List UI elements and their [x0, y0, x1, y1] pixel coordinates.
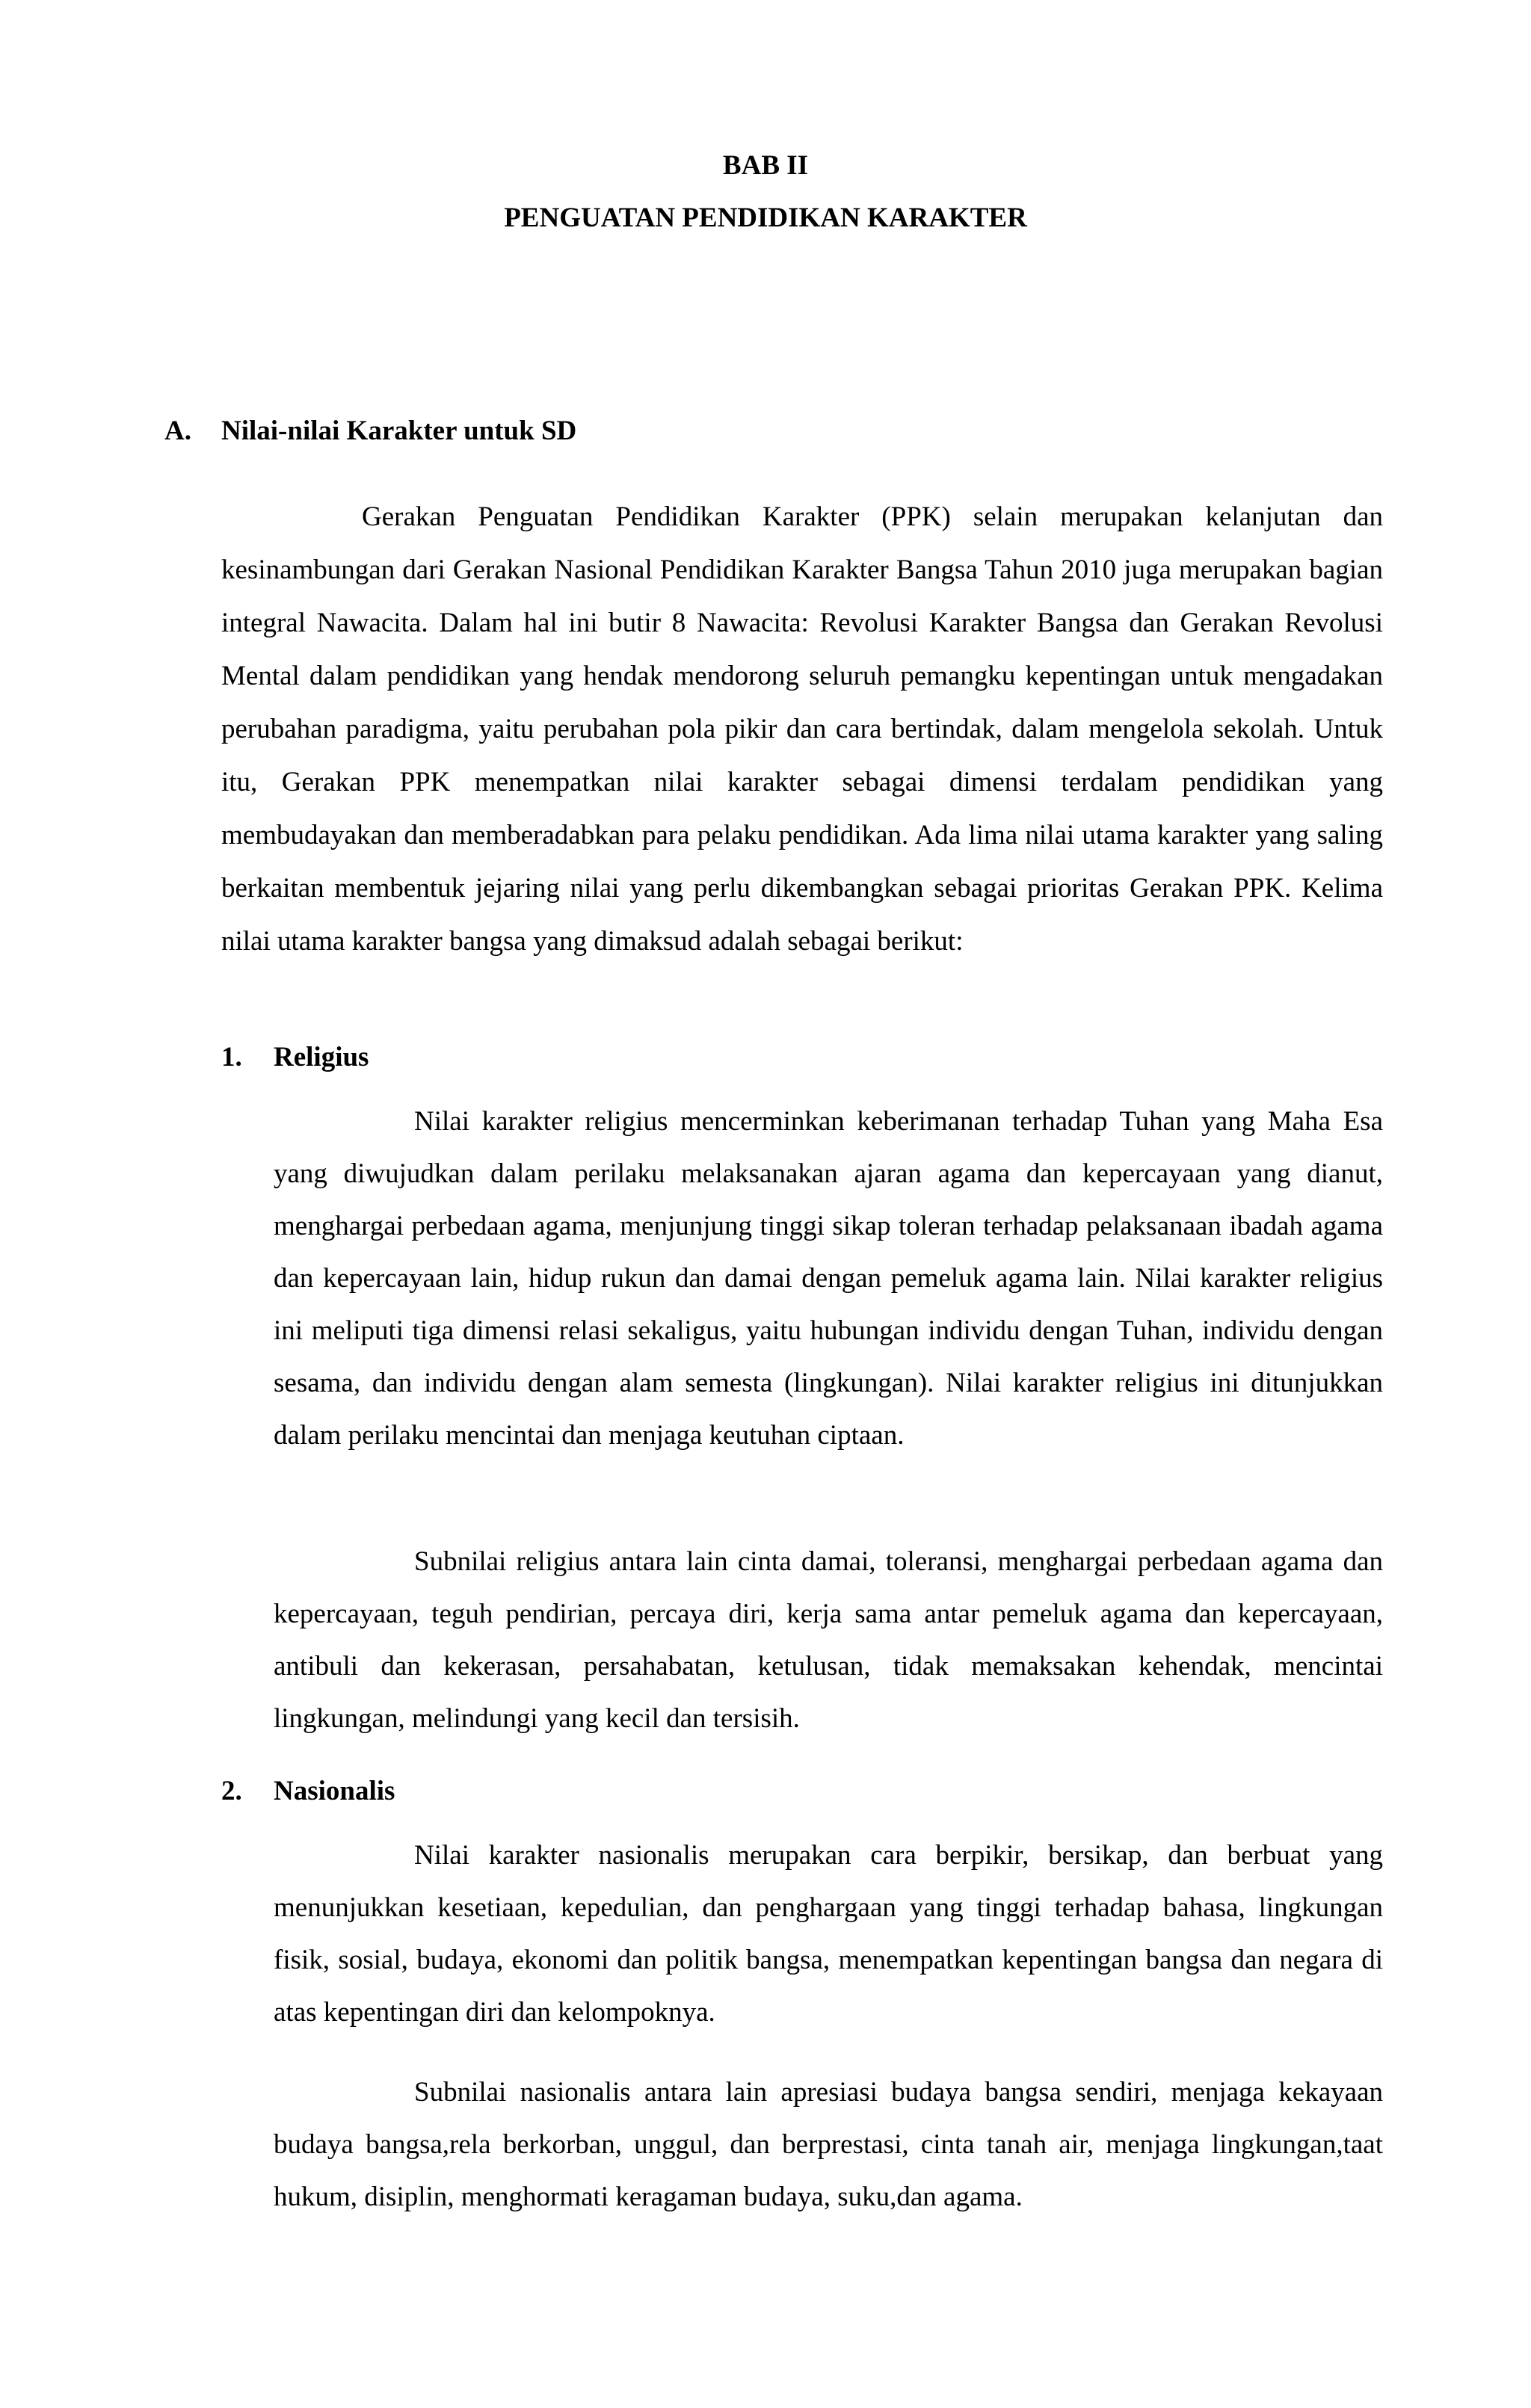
- value-number: 2.: [221, 1776, 242, 1806]
- religius-paragraph: Nilai karakter religius mencerminkan keberimanan terhadap Tuhan yang Maha Esa yang diwujudkan dalam perilaku melaksanakan ajaran agama dan kepercayaan yang dianut, menghargai perbedaan agama, menjunjung tinggi sikap toleran terhadap pelaksanaan ibadah agama dan kepercayaan lain, hidup rukun dan damai dengan pemeluk agama lain. Nilai karakter religius ini meliputi tiga dimensi relasi sekaligus, yaitu hubungan individu dengan Tuhan, individu dengan sesama, dan individu dengan alam semesta (lingkungan). Nilai karakter religius ini ditunjukkan dalam perilaku mencintai dan menjaga keutuhan ciptaan.: [274, 1106, 1383, 1451]
- section-letter: A.: [164, 416, 191, 446]
- value-number: 1.: [221, 1042, 242, 1072]
- value-heading-nasionalis: [221, 1777, 395, 1805]
- religius-subvalues-paragraph: Subnilai religius antara lain cinta damai, toleransi, menghargai perbedaan agama dan kepercayaan, teguh pendirian, percaya diri, kerja sama antar pemeluk agama dan kepercayaan, antibuli dan kekerasan, persahabatan, ketulusan, tidak memaksakan kehendak, mencintai lingkungan, melindungi yang kecil dan tersisih.: [274, 1546, 1383, 1734]
- chapter-title: PENGUATAN PENDIDIKAN KARAKTER: [504, 203, 1027, 233]
- value-title: Religius: [274, 1042, 369, 1072]
- nasionalis-subvalues-paragraph: Subnilai nasionalis antara lain apresiasi budaya bangsa sendiri, menjaga kekayaan budaya bangsa,rela berkorban, unggul, dan berprestasi, cinta tanah air, menjaga lingkungan,taat hukum, disiplin, menghormati keragaman budaya, suku,dan agama.: [274, 2077, 1383, 2212]
- chapter-number: BAB II: [722, 150, 809, 181]
- value-heading-religius: [221, 1043, 369, 1071]
- nasionalis-paragraph: Nilai karakter nasionalis merupakan cara berpikir, bersikap, dan berbuat yang menunjukkan kesetiaan, kepedulian, dan penghargaan yang tinggi terhadap bahasa, lingkungan fisik, sosial, budaya, ekonomi dan politik bangsa, menempatkan kepentingan bangsa dan negara di atas kepentingan diri dan kelompoknya.: [274, 1840, 1383, 2028]
- intro-paragraph: Gerakan Penguatan Pendidikan Karakter (PPK) selain merupakan kelanjutan dan kesinambungan dari Gerakan Nasional Pendidikan Karakter Bangsa Tahun 2010 juga merupakan bagian integral Nawacita. Dalam hal ini butir 8 Nawacita: Revolusi Karakter Bangsa dan Gerakan Revolusi Mental dalam pendidikan yang hendak mendorong seluruh pemangku kepentingan untuk mengadakan perubahan paradigma, yaitu perubahan pola pikir dan cara bertindak, dalam mengelola sekolah. Untuk itu, Gerakan PPK menempatkan nilai karakter sebagai dimensi terdalam pendidikan yang membudayakan dan memberadabkan para pelaku pendidikan. Ada lima nilai utama karakter yang saling berkaitan membentuk jejaring nilai yang perlu dikembangkan sebagai prioritas Gerakan PPK. Kelima nilai utama karakter bangsa yang dimaksud adalah sebagai berikut:: [221, 501, 1383, 957]
- section-heading: [164, 417, 576, 445]
- section-title: Nilai-nilai Karakter untuk SD: [221, 416, 577, 446]
- value-title: Nasionalis: [274, 1776, 395, 1806]
